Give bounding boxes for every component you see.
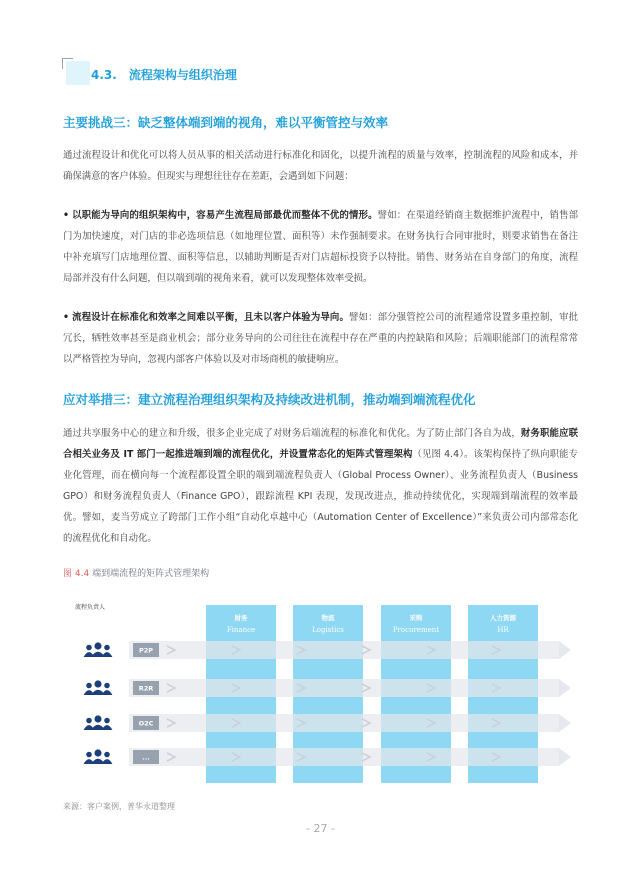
bullet-1-bold: 以职能为导向的组织架构中，容易产生流程局部最优而整体不优的情形。 — [72, 210, 378, 221]
arrow-head-icon — [559, 714, 571, 732]
challenge-bullet-2 — [63, 307, 578, 370]
function-cn-label: 采购 — [409, 614, 423, 622]
function-cn-label: 物流 — [321, 614, 335, 622]
person-body-icon — [91, 759, 105, 764]
person-body-icon — [91, 690, 105, 695]
bullet-dot: • — [63, 210, 69, 221]
person-head-icon — [86, 718, 92, 724]
process-band — [129, 679, 559, 697]
measure-text-bold: 财务职能应联合相关业务及 IT 部门一起推进端到端的流程优化，并设置常态化的矩阵式管理架构 — [63, 428, 578, 460]
person-head-icon — [86, 752, 92, 758]
measure-heading: 应对举措三：建立流程治理组织架构及持续改进机制，推动端到端流程优化 — [63, 392, 476, 407]
function-en-label: Procurement — [392, 626, 440, 634]
person-body-icon — [91, 725, 105, 730]
figure-number: 图 4.4 — [63, 569, 90, 579]
measure-paragraph — [63, 423, 578, 549]
challenge-bullet-1 — [63, 205, 578, 289]
bullet-2-text: 譬如：部分强管控公司的流程通常设置多重控制，审批冗长，牺牲效率甚至是商业机会；部分业务导向的公司往往在流程中存在严重的内控缺陷和风险；后端职能部门的流程常常以严格管控为导向，忽视内部客户体验以及对市场商机的敏捷响应。 — [63, 312, 578, 365]
process-tag-label: R2R — [138, 684, 154, 693]
arrow-head-icon — [559, 641, 571, 659]
person-head-icon — [104, 683, 110, 689]
person-head-icon — [104, 645, 110, 651]
challenge-heading: 主要挑战三：缺乏整体端到端的视角，难以平衡管控与效率 — [63, 115, 389, 130]
function-cn-label: 人力资源 — [490, 614, 516, 622]
process-tag-label: O2C — [138, 719, 154, 728]
person-head-icon — [86, 645, 92, 651]
person-body-icon — [91, 652, 105, 657]
arrow-head-icon — [559, 679, 571, 697]
page-number: - 27 - — [306, 822, 335, 835]
challenge-intro: 通过流程设计和优化可以将人员从事的相关活动进行标准化和固化，以提升流程的质量与效率，控制流程的风险和成本，并确保满意的客户体验。但现实与理想往往存在差距，会遇到如下问题： — [63, 150, 578, 182]
function-en-label: Logistics — [312, 626, 344, 634]
section-number: 4.3. — [91, 68, 117, 82]
section-title-text: 流程架构与组织治理 — [128, 68, 237, 82]
process-band — [129, 748, 559, 766]
person-head-icon — [104, 718, 110, 724]
process-band — [129, 714, 559, 732]
figure-caption — [63, 566, 209, 579]
process-tag-label: P2P — [138, 646, 154, 655]
section-title — [91, 66, 237, 83]
measure-text-end: （见图 4.4）。该架构保持了纵向职能专业化管理，而在横向每一个流程都设置全职的端到端流程负责人（Global Process Owner）、业务流程负责人（Business GPO）和财务流程负责人（Finance GPO），跟踪流程 KPI 表现，发现改进点，推动持续优化，实现端到端流程的效率最优。譬如，麦当劳成立了跨部门工作小组“自动化卓越中心（Automation Center of Excellence）”来负责公司内部常态化的流程优化和自动化。 — [63, 449, 578, 544]
owner-label: 流程负责人 — [75, 604, 106, 611]
person-head-icon — [94, 642, 101, 649]
person-head-icon — [94, 680, 101, 687]
figure-caption-text: 端到端流程的矩阵式管理架构 — [92, 569, 210, 579]
matrix-diagram — [63, 595, 578, 795]
process-band — [129, 641, 559, 659]
source-note: 来源：客户案例，普华永道整理 — [63, 802, 175, 811]
person-head-icon — [104, 752, 110, 758]
bullet-dot: • — [63, 312, 69, 323]
function-en-label: HR — [497, 626, 509, 634]
function-cn-label: 财务 — [234, 614, 248, 622]
arrow-head-icon — [559, 748, 571, 766]
person-head-icon — [94, 715, 101, 722]
bullet-1-text: 譬如：在渠道经销商主数据维护流程中，销售部门为加快速度，对门店的非必选项信息（如地理位置、面积等）未作强制要求。在财务执行合同审批时，则要求销售在备注中补充填写门店地理位置、面积等信息，以辅助判断是否对门店超标投资予以特批。销售、财务站在自身部门的角度，流程局部并没有什么问题，但以端到端的视角来看，就可以发现整体效率受损。 — [63, 210, 578, 284]
section-number-box — [66, 61, 90, 85]
person-head-icon — [94, 749, 101, 756]
bullet-2-bold: 流程设计在标准化和效率之间难以平衡，且未以客户体验为导向。 — [72, 312, 350, 323]
measure-text-start: 通过共享服务中心的建立和升级，很多企业完成了对财务后端流程的标准化和优化。为了防止部门各自为战， — [63, 428, 521, 439]
person-head-icon — [86, 683, 92, 689]
process-tag-label: ... — [142, 753, 150, 762]
function-en-label: Finance — [226, 626, 256, 634]
